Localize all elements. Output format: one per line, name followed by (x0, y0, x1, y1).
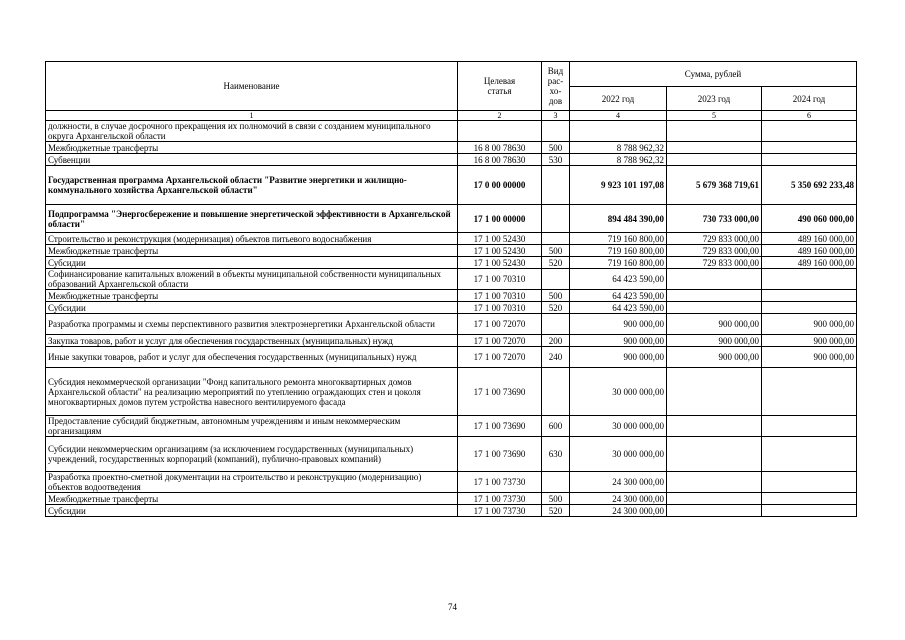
row-name: Строительство и реконструкция (модернизация) объектов питьевого водоснабжения (46, 233, 458, 245)
row-2022: 64 423 590,00 (570, 290, 667, 302)
row-2023: 900 000,00 (667, 347, 762, 368)
row-2023 (667, 472, 762, 493)
table-row (46, 154, 857, 166)
row-target: 17 1 00 72070 (458, 314, 542, 335)
row-target: 17 1 00 73690 (458, 416, 542, 437)
row-target: 17 1 00 72070 (458, 335, 542, 347)
table-row (46, 368, 857, 416)
colnum-5: 5 (667, 111, 762, 121)
row-target: 17 1 00 73730 (458, 493, 542, 505)
row-target: 17 1 00 52430 (458, 233, 542, 245)
table-row (46, 493, 857, 505)
row-name: Субсидии некоммерческим организациям (за исключением государственных (муниципальных) учреждений, государственных корпораций (компаний), публично-правовых компаний) (46, 437, 458, 472)
row-name: Иные закупки товаров, работ и услуг для обеспечения государственных (муниципальных) нужд (46, 347, 458, 368)
column-numbers-row (46, 111, 857, 121)
row-2023: 729 833 000,00 (667, 245, 762, 257)
row-name: Межбюджетные трансферты (46, 142, 458, 154)
row-vid (542, 166, 570, 205)
table-row (46, 121, 857, 142)
row-2023 (667, 302, 762, 314)
table-row (46, 335, 857, 347)
row-2022: 64 423 590,00 (570, 269, 667, 290)
row-target: 17 1 00 73690 (458, 368, 542, 416)
row-target (458, 121, 542, 142)
row-name: Предоставление субсидий бюджетным, автономным учреждениям и иным некоммерческим организациям (46, 416, 458, 437)
row-target: 17 1 00 70310 (458, 290, 542, 302)
row-target: 17 1 00 72070 (458, 347, 542, 368)
row-2022: 64 423 590,00 (570, 302, 667, 314)
row-2024 (762, 505, 857, 517)
row-2022: 30 000 000,00 (570, 368, 667, 416)
row-2022: 900 000,00 (570, 314, 667, 335)
header-vid: Вид рас-хо-дов (542, 62, 570, 111)
row-2023 (667, 269, 762, 290)
row-target: 16 8 00 78630 (458, 154, 542, 166)
row-2023 (667, 437, 762, 472)
row-2023 (667, 368, 762, 416)
header-target: Целевая статья (458, 62, 542, 111)
row-2024 (762, 416, 857, 437)
row-2023 (667, 493, 762, 505)
row-2024: 900 000,00 (762, 347, 857, 368)
row-vid: 500 (542, 245, 570, 257)
row-2022: 719 160 800,00 (570, 257, 667, 269)
row-vid (542, 269, 570, 290)
table-row (46, 347, 857, 368)
table-row (46, 314, 857, 335)
row-name: Субвенции (46, 154, 458, 166)
row-name: должности, в случае досрочного прекращения их полномочий в связи с созданием муниципального округа Архангельской области (46, 121, 458, 142)
row-vid (542, 121, 570, 142)
row-2024: 489 160 000,00 (762, 245, 857, 257)
row-2024: 5 350 692 233,48 (762, 166, 857, 205)
row-vid: 240 (542, 347, 570, 368)
header-sum: Сумма, рублей (570, 62, 857, 87)
table-row (46, 205, 857, 233)
row-2022: 8 788 962,32 (570, 154, 667, 166)
row-2024 (762, 142, 857, 154)
row-2022: 719 160 800,00 (570, 233, 667, 245)
row-name: Закупка товаров, работ и услуг для обеспечения государственных (муниципальных) нужд (46, 335, 458, 347)
row-2024 (762, 368, 857, 416)
row-2023 (667, 505, 762, 517)
table-row (46, 472, 857, 493)
row-name: Разработка проектно-сметной документации на строительство и реконструкцию (модернизацию) объектов водоотведения (46, 472, 458, 493)
row-2024 (762, 269, 857, 290)
colnum-1: 1 (46, 111, 458, 121)
row-vid: 520 (542, 302, 570, 314)
row-name: Субсидия некоммерческой организации "Фонд капитального ремонта многоквартирных домов Архангельской области" на реализацию мероприятий по утеплению ограждающих стен и цоколя многоквартирных домов путем устройства навесного вентилируемого фасада (46, 368, 458, 416)
row-2023: 5 679 368 719,61 (667, 166, 762, 205)
row-2024: 900 000,00 (762, 314, 857, 335)
table-row (46, 245, 857, 257)
table-row (46, 142, 857, 154)
colnum-6: 6 (762, 111, 857, 121)
row-name: Софинансирование капитальных вложений в объекты муниципальной собственности муниципальных образований Архангельской области (46, 269, 458, 290)
row-target: 17 1 00 73730 (458, 472, 542, 493)
row-2023 (667, 121, 762, 142)
row-target: 17 1 00 70310 (458, 269, 542, 290)
row-2022: 894 484 390,00 (570, 205, 667, 233)
table-row (46, 437, 857, 472)
row-name: Субсидии (46, 302, 458, 314)
row-vid (542, 314, 570, 335)
row-target: 17 1 00 52430 (458, 245, 542, 257)
row-name: Субсидии (46, 257, 458, 269)
row-target: 17 1 00 73690 (458, 437, 542, 472)
header-name: Наименование (46, 62, 458, 111)
row-vid: 200 (542, 335, 570, 347)
row-2022 (570, 121, 667, 142)
colnum-3: 3 (542, 111, 570, 121)
table-row (46, 302, 857, 314)
row-vid: 530 (542, 154, 570, 166)
row-vid (542, 205, 570, 233)
row-2024 (762, 302, 857, 314)
header-2024: 2024 год (762, 87, 857, 111)
row-target: 17 1 00 73730 (458, 505, 542, 517)
table-row (46, 257, 857, 269)
row-2023: 729 833 000,00 (667, 233, 762, 245)
row-2023: 729 833 000,00 (667, 257, 762, 269)
row-vid: 500 (542, 493, 570, 505)
row-name: Межбюджетные трансферты (46, 493, 458, 505)
page-number: 74 (448, 602, 457, 612)
table-row (46, 416, 857, 437)
row-2022: 900 000,00 (570, 335, 667, 347)
row-2022: 24 300 000,00 (570, 472, 667, 493)
row-2023 (667, 416, 762, 437)
row-2023 (667, 154, 762, 166)
table-row (46, 290, 857, 302)
row-2024 (762, 290, 857, 302)
table-row (46, 269, 857, 290)
row-vid (542, 368, 570, 416)
row-2024 (762, 121, 857, 142)
table-row (46, 166, 857, 205)
row-2022: 30 000 000,00 (570, 437, 667, 472)
row-2023 (667, 290, 762, 302)
row-2024 (762, 154, 857, 166)
row-2022: 900 000,00 (570, 347, 667, 368)
colnum-4: 4 (570, 111, 667, 121)
row-2023: 900 000,00 (667, 335, 762, 347)
row-vid: 520 (542, 257, 570, 269)
row-name: Разработка программы и схемы перспективного развития электроэнергетики Архангельской области (46, 314, 458, 335)
row-2022: 30 000 000,00 (570, 416, 667, 437)
row-vid: 600 (542, 416, 570, 437)
header-2022: 2022 год (570, 87, 667, 111)
row-2022: 24 300 000,00 (570, 505, 667, 517)
row-vid: 500 (542, 290, 570, 302)
row-vid: 630 (542, 437, 570, 472)
row-2022: 719 160 800,00 (570, 245, 667, 257)
row-2024: 489 160 000,00 (762, 233, 857, 245)
row-target: 17 1 00 52430 (458, 257, 542, 269)
header-2023: 2023 год (667, 87, 762, 111)
row-name: Субсидии (46, 505, 458, 517)
row-2023 (667, 142, 762, 154)
row-2024 (762, 472, 857, 493)
row-2022: 8 788 962,32 (570, 142, 667, 154)
row-2024: 490 060 000,00 (762, 205, 857, 233)
row-2023: 730 733 000,00 (667, 205, 762, 233)
row-2024 (762, 493, 857, 505)
row-name: Межбюджетные трансферты (46, 290, 458, 302)
row-name: Подпрограмма "Энергосбережение и повышение энергетической эффективности в Архангельской области" (46, 205, 458, 233)
row-2024: 900 000,00 (762, 335, 857, 347)
row-target: 17 1 00 00000 (458, 205, 542, 233)
row-target: 17 1 00 70310 (458, 302, 542, 314)
row-name: Межбюджетные трансферты (46, 245, 458, 257)
colnum-2: 2 (458, 111, 542, 121)
row-vid (542, 472, 570, 493)
row-2023: 900 000,00 (667, 314, 762, 335)
table-row (46, 233, 857, 245)
row-vid (542, 233, 570, 245)
row-target: 16 8 00 78630 (458, 142, 542, 154)
row-2022: 24 300 000,00 (570, 493, 667, 505)
row-vid: 500 (542, 142, 570, 154)
row-target: 17 0 00 00000 (458, 166, 542, 205)
row-2024: 489 160 000,00 (762, 257, 857, 269)
budget-table (45, 61, 857, 517)
row-2024 (762, 437, 857, 472)
table-row (46, 505, 857, 517)
row-vid: 520 (542, 505, 570, 517)
row-2022: 9 923 101 197,08 (570, 166, 667, 205)
row-name: Государственная программа Архангельской области "Развитие энергетики и жилищно-коммунального хозяйства Архангельской области" (46, 166, 458, 205)
